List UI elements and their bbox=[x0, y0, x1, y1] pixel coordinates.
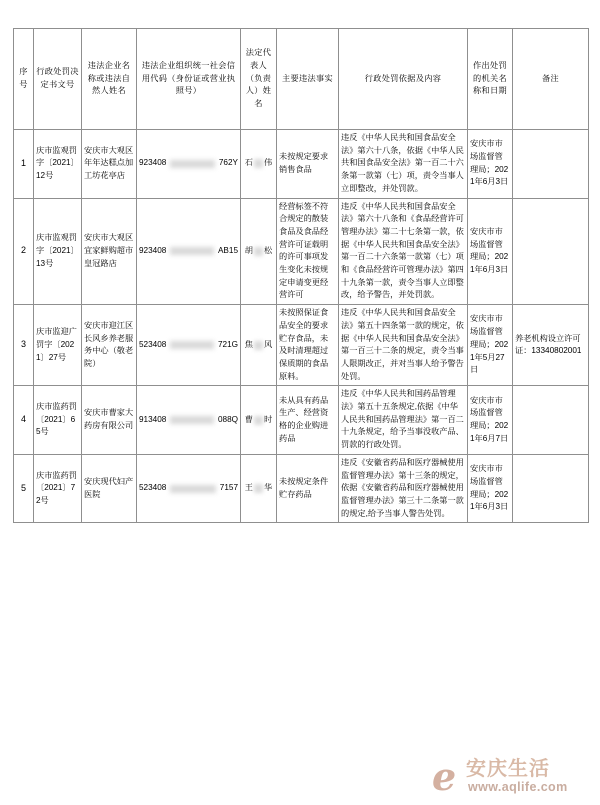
cell-remark bbox=[513, 454, 589, 523]
credit-code-suffix: 7157 bbox=[219, 483, 238, 493]
cell-credit-code bbox=[137, 386, 241, 455]
credit-code-prefix: 923408 bbox=[139, 245, 167, 255]
legal-rep-surname: 胡 bbox=[244, 245, 253, 255]
cell-legal-rep bbox=[241, 305, 277, 386]
cell-legal-rep bbox=[241, 130, 277, 199]
cell-remark: 养老机构设立许可证：13340802001 bbox=[513, 305, 589, 386]
issuing-authority-date: 2021年5月27日 bbox=[470, 339, 509, 375]
credit-code-prefix: 523408 bbox=[139, 339, 167, 349]
cell-violation-fact: 未按照保证食品安全的要求贮存食品，未及时清理超过保质期的食品原料。 bbox=[277, 305, 339, 386]
credit-code-redaction bbox=[170, 416, 214, 424]
issuing-authority-name: 安庆市市场监督管理局； bbox=[470, 226, 503, 262]
credit-code-redaction bbox=[170, 247, 214, 255]
credit-code-redaction bbox=[170, 485, 215, 493]
cell-violation-fact: 未从具有药品生产、经营资格的企业购进药品 bbox=[277, 386, 339, 455]
column-header-credit-code: 违法企业组织统一社会信用代码（身份证或营业执照号） bbox=[137, 29, 241, 130]
cell-doc-no: 庆市监观罚字〔2021〕13号 bbox=[34, 198, 82, 305]
cell-penalty-basis: 违反《中华人民共和国食品安全法》第六十八条和《食品经营许可管理办法》第二十七条第一款，依据《中华人民共和国食品安全法》第一百二十六条第一款第（七）项和《食品经营许可管理办法》第四十九条第一款，责令当事人立即整改，给予警告，并处罚款。 bbox=[339, 198, 468, 305]
credit-code-suffix: 721G bbox=[217, 339, 238, 349]
cell-remark bbox=[513, 386, 589, 455]
issuing-authority-date: 2021年6月3日 bbox=[470, 164, 509, 187]
cell-violation-fact: 未按规定条件贮存药品 bbox=[277, 454, 339, 523]
cell-company: 安庆市大观区宜家鲜购超市皇冠路店 bbox=[82, 198, 137, 305]
table-row bbox=[14, 386, 589, 455]
table-header bbox=[14, 29, 589, 130]
issuing-authority-date: 2021年6月3日 bbox=[470, 252, 509, 275]
cell-remark bbox=[513, 130, 589, 199]
issuing-authority-name: 安庆市市场监督管理局； bbox=[470, 395, 503, 431]
cell-penalty-basis: 违反《中华人民共和国药品管理法》第五十五条规定,依据《中华人民共和国药品管理法》第一百二十九条规定，给予当事没收产品、罚款的行政处罚。 bbox=[339, 386, 468, 455]
legal-rep-redaction bbox=[254, 416, 263, 425]
table-body bbox=[14, 130, 589, 523]
legal-rep-redaction bbox=[254, 247, 263, 256]
cell-company: 安庆现代妇产医院 bbox=[82, 454, 137, 523]
cell-legal-rep bbox=[241, 198, 277, 305]
legal-rep-redaction bbox=[254, 159, 263, 168]
cell-penalty-basis: 违反《安徽省药品和医疗器械使用监督管理办法》第十三条的规定，依据《安徽省药品和医疗器械使用监督管理办法》第三十二条第一款的规定,给予当事人警告处罚。 bbox=[339, 454, 468, 523]
credit-code-suffix: 088Q bbox=[217, 414, 238, 424]
cell-company: 安庆市迎江区长风乡养老服务中心（敬老院） bbox=[82, 305, 137, 386]
issuing-authority-date: 2021年6月3日 bbox=[470, 489, 509, 512]
cell-issuing-authority bbox=[468, 130, 513, 199]
legal-rep-surname: 焦 bbox=[244, 339, 253, 349]
cell-remark bbox=[513, 198, 589, 305]
legal-rep-surname: 石 bbox=[244, 158, 253, 168]
column-header-remark: 备注 bbox=[513, 29, 589, 130]
site-watermark bbox=[432, 752, 600, 805]
legal-rep-given: 华 bbox=[264, 483, 273, 493]
administrative-penalty-table bbox=[13, 28, 589, 523]
column-header-issuing-authority: 作出处罚的机关名称和日期 bbox=[468, 29, 513, 130]
legal-rep-surname: 曹 bbox=[244, 414, 253, 424]
cell-company: 安庆市大观区年年达糕点加工坊花亭店 bbox=[82, 130, 137, 199]
cell-credit-code bbox=[137, 198, 241, 305]
header-row bbox=[14, 29, 589, 130]
table-row bbox=[14, 198, 589, 305]
cell-seq: 2 bbox=[14, 198, 34, 305]
column-header-company: 违法企业名称或违法自然人姓名 bbox=[82, 29, 137, 130]
cell-credit-code bbox=[137, 454, 241, 523]
issuing-authority-name: 安庆市市场监督管理局； bbox=[470, 464, 503, 499]
cell-legal-rep bbox=[241, 386, 277, 455]
credit-code-suffix: 762Y bbox=[218, 158, 238, 168]
cell-seq: 1 bbox=[14, 130, 34, 199]
table-row bbox=[14, 305, 589, 386]
credit-code-redaction bbox=[170, 341, 214, 349]
cell-seq: 5 bbox=[14, 454, 34, 523]
cell-doc-no: 庆市监药罚〔2021〕72号 bbox=[34, 454, 82, 523]
watermark-brand: 安庆生活 bbox=[466, 756, 550, 780]
legal-rep-given: 时 bbox=[264, 414, 273, 424]
cell-company: 安庆市曹家大药房有限公司 bbox=[82, 386, 137, 455]
table-row bbox=[14, 130, 589, 199]
cell-penalty-basis: 违反《中华人民共和国食品安全法》第六十八条，依据《中华人民共和国食品安全法》第一百二十六条第一款第（七）项，责令当事人立即整改，并处罚款。 bbox=[339, 130, 468, 199]
cell-issuing-authority bbox=[468, 386, 513, 455]
cell-doc-no: 庆市监药罚〔2021〕65号 bbox=[34, 386, 82, 455]
credit-code-suffix: AB15 bbox=[217, 245, 238, 255]
legal-rep-surname: 王 bbox=[244, 483, 253, 493]
legal-rep-redaction bbox=[254, 341, 263, 350]
credit-code-prefix: 923408 bbox=[139, 158, 167, 168]
cell-seq: 4 bbox=[14, 386, 34, 455]
legal-rep-redaction bbox=[254, 484, 263, 493]
cell-doc-no: 庆市监迎广罚字〔2021〕27号 bbox=[34, 305, 82, 386]
column-header-seq: 序号 bbox=[14, 29, 34, 130]
credit-code-prefix: 913408 bbox=[139, 414, 167, 424]
credit-code-redaction bbox=[170, 160, 215, 168]
legal-rep-given: 松 bbox=[264, 245, 273, 255]
cell-issuing-authority bbox=[468, 198, 513, 305]
cell-seq: 3 bbox=[14, 305, 34, 386]
column-header-penalty-basis: 行政处罚依据及内容 bbox=[339, 29, 468, 130]
issuing-authority-name: 安庆市市场监督管理局； bbox=[470, 139, 503, 174]
cell-issuing-authority bbox=[468, 454, 513, 523]
legal-rep-given: 伟 bbox=[264, 158, 273, 168]
issuing-authority-date: 2021年6月7日 bbox=[470, 421, 509, 443]
cell-penalty-basis: 违反《中华人民共和国食品安全法》第五十四条第一款的规定，依据《中华人民共和国食品安全法》第一百三十二条的规定，责令当事人限期改正，并对当事人给予警告处罚。 bbox=[339, 305, 468, 386]
watermark-logo-icon: e bbox=[432, 754, 457, 799]
column-header-legal-rep: 法定代表人（负责人）姓名 bbox=[241, 29, 277, 130]
issuing-authority-name: 安庆市市场监督管理局； bbox=[470, 314, 503, 349]
cell-doc-no: 庆市监观罚字〔2021〕12号 bbox=[34, 130, 82, 199]
cell-violation-fact: 经营标签不符合规定的散装食品及食品经营许可证载明的许可事项发生变化未按规定申请变更经营许可 bbox=[277, 198, 339, 305]
cell-violation-fact: 未按规定要求销售食品 bbox=[277, 130, 339, 199]
watermark-url: www.aqlife.com bbox=[468, 780, 568, 794]
legal-rep-given: 风 bbox=[264, 339, 273, 349]
column-header-doc-no: 行政处罚决定书文号 bbox=[34, 29, 82, 130]
cell-issuing-authority bbox=[468, 305, 513, 386]
column-header-violation-fact: 主要违法事实 bbox=[277, 29, 339, 130]
credit-code-prefix: 523408 bbox=[139, 483, 167, 493]
table-row bbox=[14, 454, 589, 523]
cell-legal-rep bbox=[241, 454, 277, 523]
cell-credit-code bbox=[137, 130, 241, 199]
cell-credit-code bbox=[137, 305, 241, 386]
